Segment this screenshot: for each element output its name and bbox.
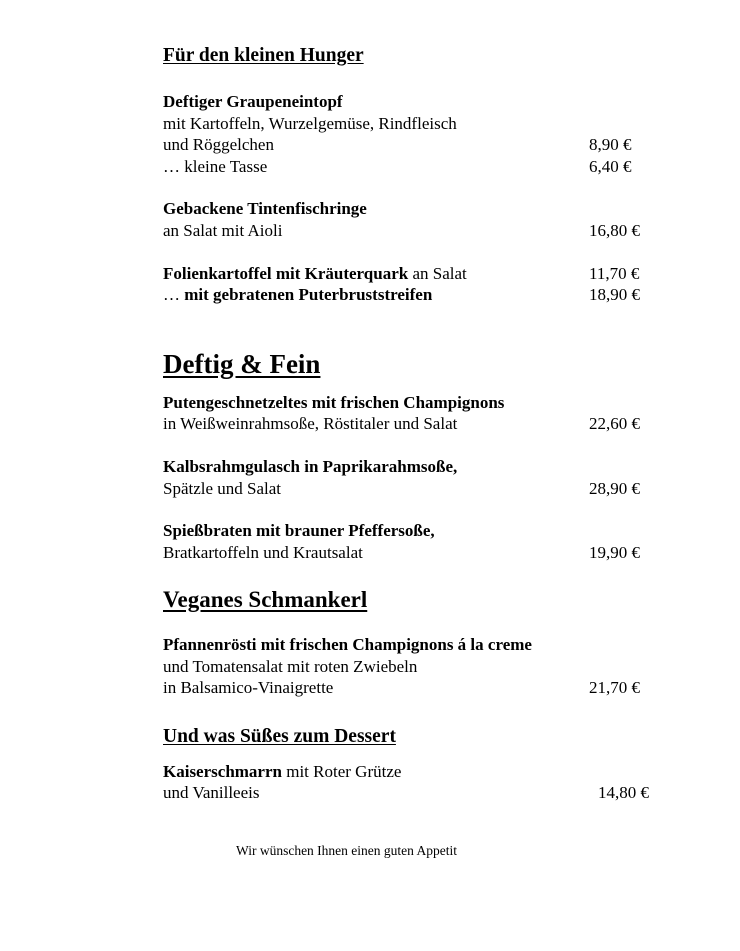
item-price-kaiserschmarrn: 14,80 €: [598, 783, 649, 802]
item-price-tintenfischringe: 16,80 €: [589, 221, 640, 240]
item-folienkartoffel: [163, 265, 467, 282]
item-price-kalbsrahmgulasch: 28,90 €: [589, 479, 640, 498]
section-title-veganes-schmankerl: Veganes Schmankerl: [163, 587, 368, 612]
item-label-kleine-tasse: … kleine Tasse: [163, 157, 268, 176]
footer-greeting: Wir wünschen Ihnen einen guten Appetit: [236, 843, 458, 858]
item-prefix-puterbrust: …: [163, 285, 185, 304]
item-price-putengeschnetzeltes: 22,60 €: [589, 414, 640, 433]
item-desc-graupeneintopf-line2: und Röggelchen: [163, 135, 274, 154]
item-desc-pfannenroesti-line1: und Tomatensalat mit roten Zwiebeln: [163, 657, 418, 676]
item-name-puterbrust: mit gebratenen Puterbruststreifen: [184, 285, 433, 304]
item-desc-folienkartoffel: an Salat: [408, 264, 467, 283]
item-price-folienkartoffel: 11,70 €: [589, 264, 640, 283]
item-price-puterbrust: 18,90 €: [589, 285, 640, 304]
item-desc-graupeneintopf-line1: mit Kartoffeln, Wurzelgemüse, Rindfleisch: [163, 114, 457, 133]
item-price-graupeneintopf: 8,90 €: [589, 135, 632, 154]
item-price-kleine-tasse: 6,40 €: [589, 157, 632, 176]
item-desc-tintenfischringe: an Salat mit Aioli: [163, 221, 283, 240]
section-title-deftig-fein: Deftig & Fein: [163, 349, 321, 379]
item-name-kaiserschmarrn: Kaiserschmarrn: [163, 762, 282, 781]
section-title-kleiner-hunger: Für den kleinen Hunger: [163, 45, 364, 66]
section-title-dessert: Und was Süßes zum Dessert: [163, 726, 396, 747]
item-price-pfannenroesti: 21,70 €: [589, 678, 640, 697]
item-desc-kaiserschmarrn-line2: und Vanilleeis: [163, 783, 260, 802]
item-desc-kaiserschmarrn: mit Roter Grütze: [281, 762, 402, 781]
item-price-spiessbraten: 19,90 €: [589, 543, 640, 562]
item-name-graupeneintopf: Deftiger Graupeneintopf: [163, 92, 343, 111]
item-name-spiessbraten: Spießbraten mit brauner Pfeffersoße,: [163, 521, 435, 540]
item-name-pfannenroesti: Pfannenrösti mit frischen Champignons á la creme: [163, 635, 532, 654]
item-name-kalbsrahmgulasch: Kalbsrahmgulasch in Paprikarahmsoße,: [163, 457, 458, 476]
item-puterbrust: [163, 286, 432, 303]
item-name-tintenfischringe: Gebackene Tintenfischringe: [163, 199, 367, 218]
item-kaiserschmarrn: [163, 763, 401, 780]
item-desc-putengeschnetzeltes: in Weißweinrahmsoße, Röstitaler und Salat: [163, 414, 458, 433]
item-desc-spiessbraten: Bratkartoffeln und Krautsalat: [163, 543, 363, 562]
item-name-folienkartoffel: Folienkartoffel mit Kräuterquark: [163, 264, 409, 283]
item-desc-pfannenroesti-line2: in Balsamico-Vinaigrette: [163, 678, 334, 697]
item-name-putengeschnetzeltes: Putengeschnetzeltes mit frischen Champignons: [163, 393, 505, 412]
item-desc-kalbsrahmgulasch: Spätzle und Salat: [163, 479, 282, 498]
